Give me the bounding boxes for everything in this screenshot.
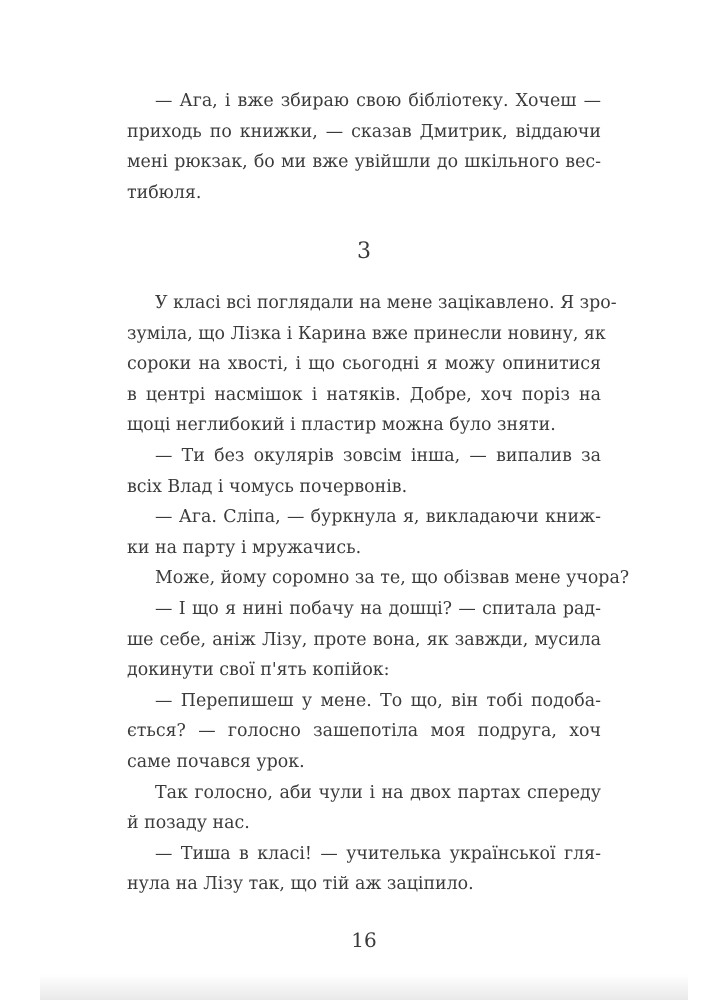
text-line: саме почався урок.	[127, 751, 305, 772]
text-line: зуміла, що Лізка і Карина вже принесли новину, як	[127, 323, 606, 344]
chapter-number: 3	[357, 239, 371, 264]
text-line: мені рюкзак, бо ми вже увійшли до шкільного вес-	[127, 152, 601, 173]
top-paragraph	[127, 86, 601, 208]
text-line: — Ага. Сліпа, — буркнула я, викладаючи книж-	[155, 507, 601, 528]
text-line: ється? — голосно зашепотіла моя подруга, хоч	[127, 721, 601, 742]
text-line: сороки на хвості, і що сьогодні я можу опинитися	[127, 354, 601, 375]
text-line: всіх Влад і чомусь почервонів.	[127, 476, 408, 497]
text-line: щоці неглибокий і пластир можна було зняти.	[127, 415, 556, 436]
page-edge-shadow	[40, 974, 688, 1000]
text-line: — І що я нині побачу на дошці? — спитала рад-	[155, 598, 601, 619]
text-line: тибюля.	[127, 182, 202, 203]
main-text	[127, 288, 630, 900]
text-line: нула на Лізу так, що тій аж заціпило.	[127, 874, 474, 895]
page-number: 16	[351, 928, 377, 952]
text-line: Може, йому соромно за те, що обізвав мене учора?	[155, 568, 630, 589]
text-line: — Ага, і вже збираю свою бібліотеку. Хочеш —	[155, 91, 601, 111]
text-line: ше себе, аніж Лізу, проте вона, як завжди, мусила	[127, 629, 601, 650]
text-line: Так голосно, аби чули і на двох партах спереду	[155, 782, 601, 803]
text-line: У класі всі поглядали на мене зацікавлено. Я зро-	[155, 293, 617, 313]
text-line: в центрі насмішок і натяків. Добре, хоч поріз на	[127, 384, 601, 405]
text-line: — Ти без окулярів зовсім інша, — випалив за	[155, 445, 601, 466]
text-line: — Тиша в класі! — учителька української гля-	[155, 843, 601, 864]
text-line: й позаду нас.	[127, 813, 250, 834]
text-line: докинути свої п'ять копійок:	[127, 660, 390, 681]
text-line: — Перепишеш у мене. То що, він тобі подоба-	[155, 690, 601, 711]
text-line: ки на парту і мружачись.	[127, 537, 362, 558]
text-line: приходь по книжки, — сказав Дмитрик, віддаючи	[127, 121, 601, 142]
